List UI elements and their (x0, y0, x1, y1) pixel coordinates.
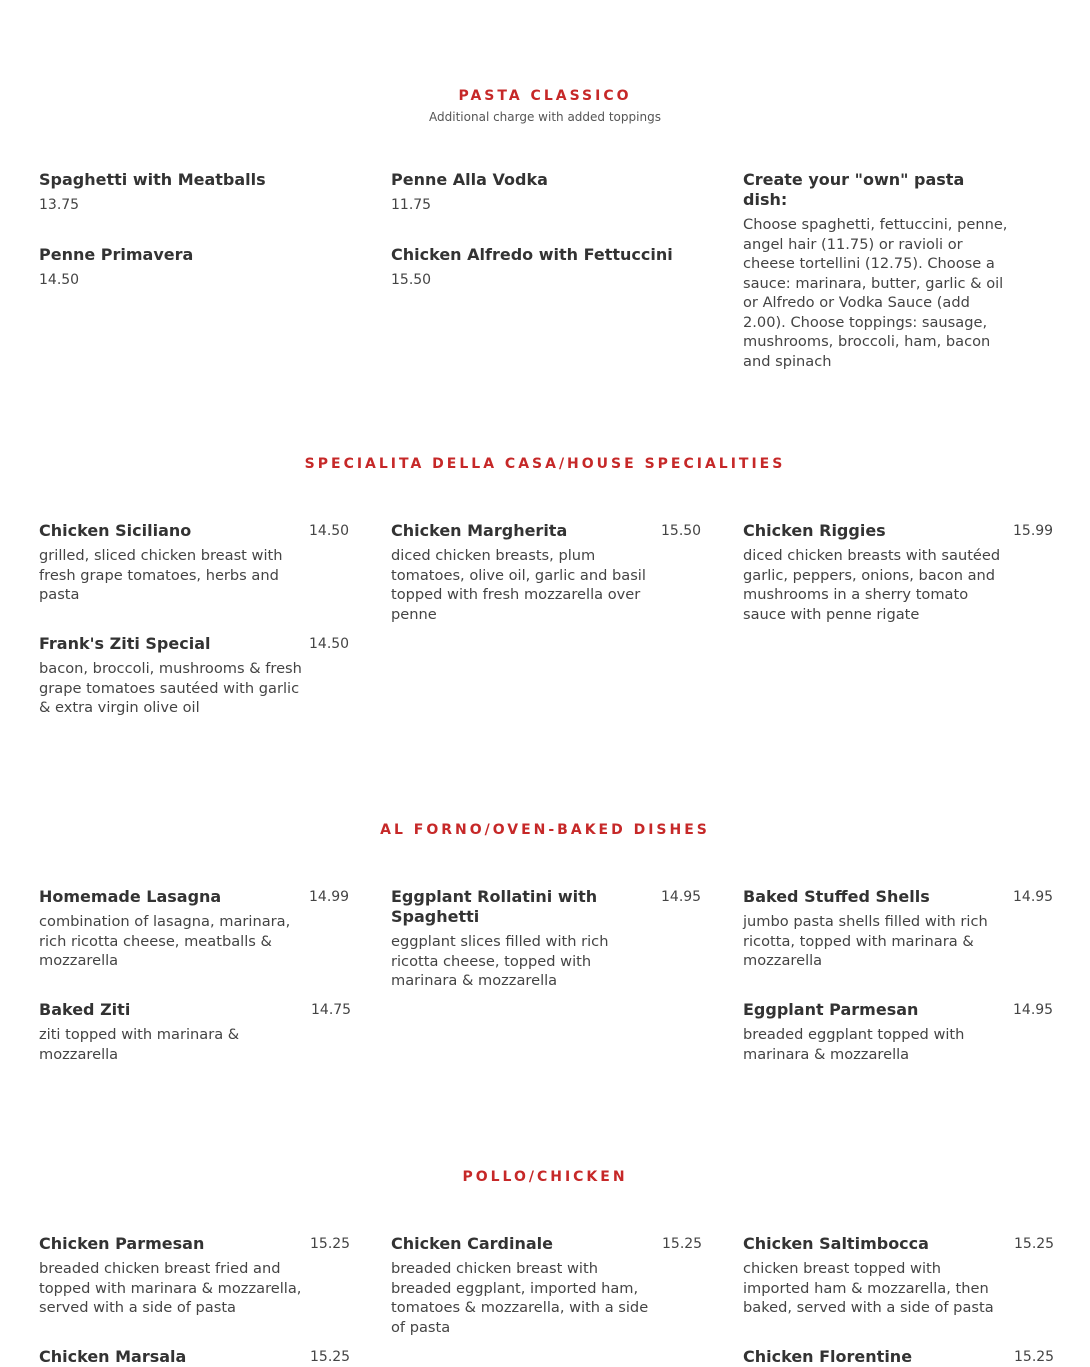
item-price: 15.99 (1013, 523, 1054, 539)
item-description: breaded eggplant topped with marinara & mozzarella (743, 1026, 965, 1063)
item-price: 14.50 (309, 636, 350, 652)
item-name: Create your "own" pasta dish: (743, 170, 965, 209)
menu-item (391, 245, 691, 290)
section-title-al-forno: AL FORNO/OVEN-BAKED DISHES (380, 822, 710, 838)
menu-item (39, 170, 329, 215)
item-description: breaded chicken breast fried and topped with marinara & mozzarella, served with a side of pasta (39, 1260, 302, 1316)
item-name: Chicken Saltimbocca (743, 1234, 929, 1253)
menu-item (391, 887, 702, 991)
section-title-pollo: POLLO/CHICKEN (462, 1169, 628, 1185)
item-name: Eggplant Rollatini with Spaghetti (391, 887, 598, 926)
item-price: 14.50 (39, 272, 80, 288)
item-price: 15.25 (310, 1349, 351, 1365)
menu-item (743, 521, 1054, 624)
item-price: 11.75 (391, 197, 432, 213)
item-name: Chicken Alfredo with Fettuccini (391, 245, 673, 264)
item-name: Baked Ziti (39, 1000, 131, 1019)
item-price: 14.95 (1013, 889, 1054, 905)
item-price: 13.75 (39, 197, 80, 213)
item-name: Chicken Riggies (743, 521, 886, 540)
item-name: Chicken Marsala (39, 1347, 187, 1366)
item-name: Eggplant Parmesan (743, 1000, 919, 1019)
section-title-specialita: SPECIALITA DELLA CASA/HOUSE SPECIALITIES (304, 456, 786, 472)
menu-item (39, 1347, 351, 1367)
item-price: 15.50 (661, 523, 702, 539)
item-name: Spaghetti with Meatballs (39, 170, 266, 189)
item-description: chicken breast topped with imported ham & mozzarella, then baked, served with a side of pasta (743, 1260, 994, 1316)
item-price: 14.75 (311, 1002, 352, 1018)
item-name: Chicken Margherita (391, 521, 568, 540)
item-price: 15.25 (662, 1236, 703, 1252)
menu-item (39, 1000, 352, 1064)
item-price: 14.95 (1013, 1002, 1054, 1018)
menu-item (743, 1000, 1054, 1064)
item-price: 14.50 (309, 523, 350, 539)
menu-item (743, 887, 1054, 971)
item-name: Chicken Parmesan (39, 1234, 205, 1253)
item-description: combination of lasagna, marinara, rich ricotta cheese, meatballs & mozzarella (39, 913, 291, 969)
item-name: Homemade Lasagna (39, 887, 222, 906)
item-description: grilled, sliced chicken breast with fresh grape tomatoes, herbs and pasta (39, 547, 283, 603)
item-description: Choose spaghetti, fettuccini, penne, angel hair (11.75) or ravioli or cheese tortellini (12.75). Choose a sauce: marinara, butter, garlic & oil or Alfredo or Vodka Sauce (add 2.00). Choose toppings: sausage, mushrooms, broccoli, ham, bacon and spinach (743, 216, 1008, 370)
menu-item (39, 887, 350, 971)
menu-item (39, 521, 350, 605)
menu-item (39, 1234, 351, 1318)
section-title-pasta-classico: PASTA CLASSICO (458, 88, 632, 104)
item-price: 14.95 (661, 889, 702, 905)
item-description: breaded chicken breast with breaded eggplant, imported ham, tomatoes & mozzarella, with a side of pasta (391, 1260, 649, 1336)
menu-item (391, 170, 691, 215)
item-name: Chicken Cardinale (391, 1234, 554, 1253)
menu-item (39, 245, 329, 290)
item-description: bacon, broccoli, mushrooms & fresh grape tomatoes sautéed with garlic & extra virgin olive oil (39, 660, 302, 716)
menu-item (743, 1234, 1055, 1318)
item-name: Chicken Siciliano (39, 521, 192, 540)
item-name: Baked Stuffed Shells (743, 887, 930, 906)
item-price: 15.50 (391, 272, 432, 288)
section-subtitle-pasta-classico: Additional charge with added toppings (429, 110, 661, 124)
item-description: diced chicken breasts, plum tomatoes, olive oil, garlic and basil topped with fresh mozzarella over penne (391, 547, 646, 623)
item-name: Chicken Florentine (743, 1347, 913, 1366)
item-name: Penne Primavera (39, 245, 194, 264)
item-price: 15.25 (1014, 1349, 1055, 1365)
item-price: 15.25 (310, 1236, 351, 1252)
item-description: eggplant slices filled with rich ricotta cheese, topped with marinara & mozzarella (391, 933, 609, 989)
item-description: ziti topped with marinara & mozzarella (39, 1026, 240, 1063)
menu-item (391, 521, 702, 624)
item-price: 15.25 (1014, 1236, 1055, 1252)
item-name: Penne Alla Vodka (391, 170, 548, 189)
menu-item (743, 170, 1011, 371)
item-price: 14.99 (309, 889, 350, 905)
item-description: jumbo pasta shells filled with rich ricotta, topped with marinara & mozzarella (743, 913, 988, 969)
menu-item (39, 634, 350, 718)
item-name: Frank's Ziti Special (39, 634, 211, 653)
menu-item (391, 1234, 703, 1337)
item-description: diced chicken breasts with sautéed garlic, peppers, onions, bacon and mushrooms in a sherry tomato sauce with penne rigate (743, 547, 1001, 623)
menu-item (743, 1347, 1055, 1367)
